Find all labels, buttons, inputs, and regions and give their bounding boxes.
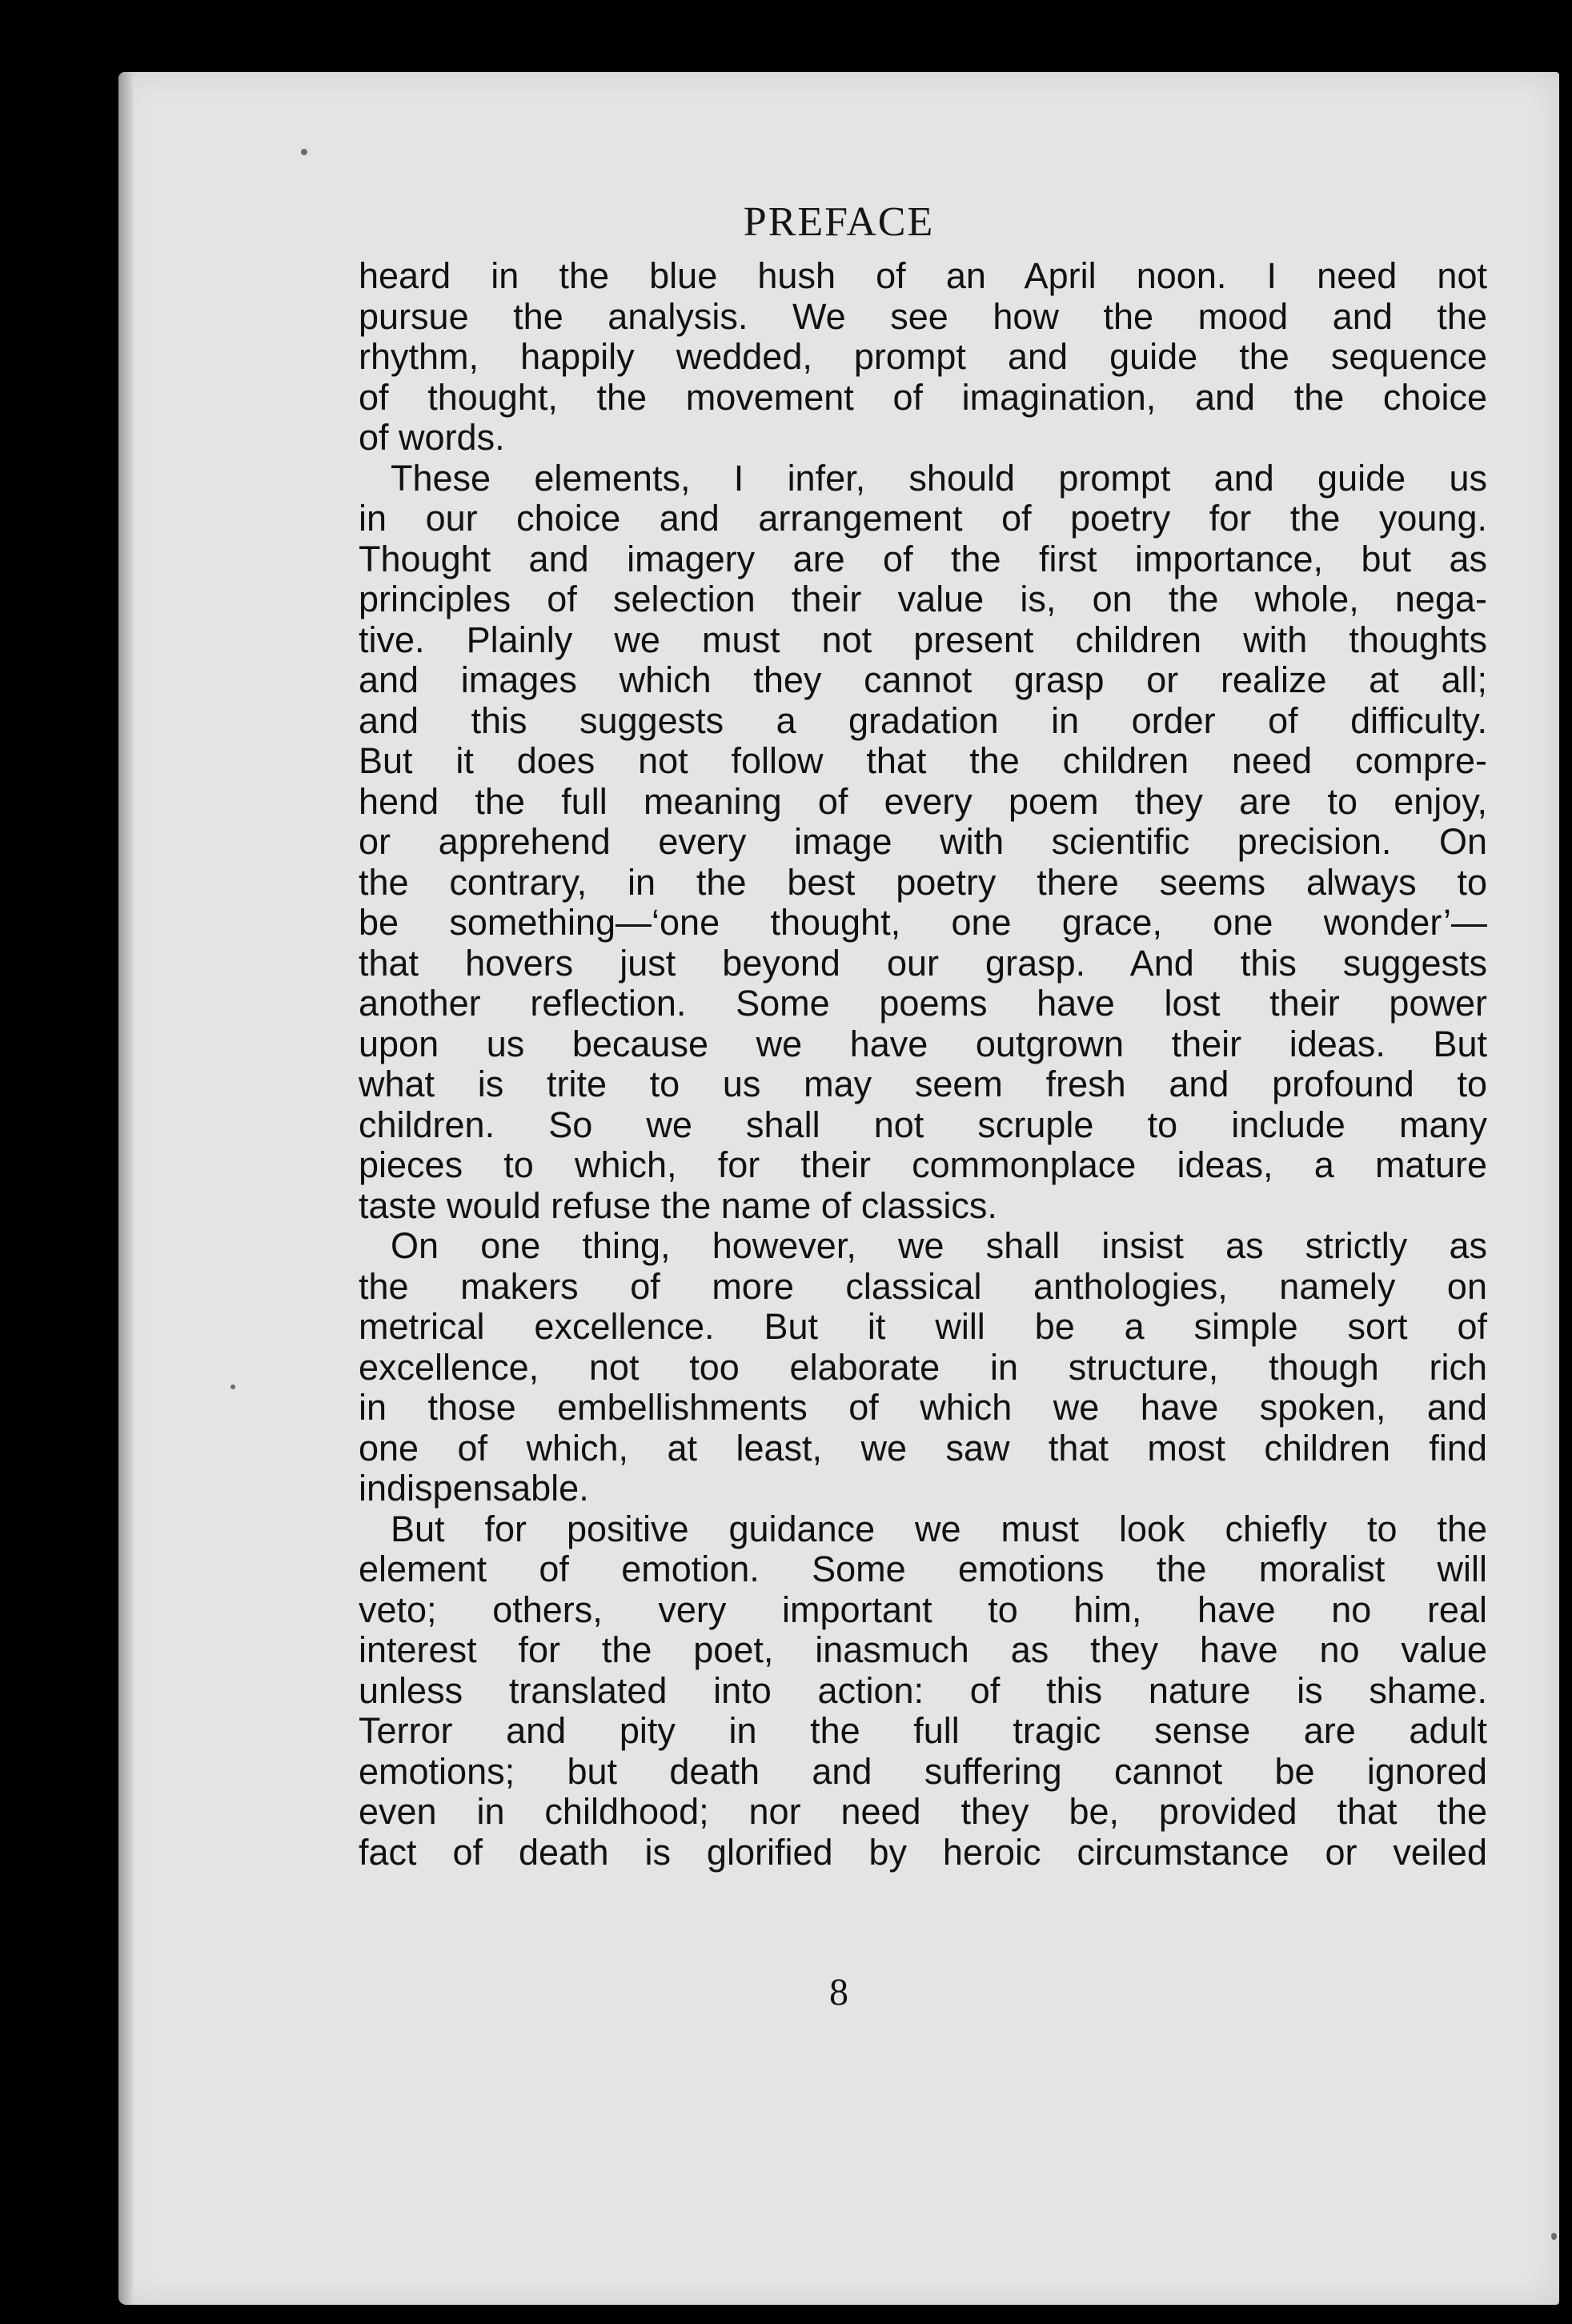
text-line: But for positive guidance we must look chiefly to the [391,1508,1487,1549]
text-line: tive. Plainly we must not present children with thoughts [359,619,1487,660]
text-line: that hovers just beyond our grasp. And this suggests [359,942,1487,984]
scan-speck [1551,2233,1557,2240]
text-line: in our choice and arrangement of poetry for the young. [359,498,1487,539]
text-line: These elements, I infer, should prompt and guide us [391,457,1487,499]
text-line: fact of death is glorified by heroic circumstance or veiled [359,1831,1487,1873]
text-line: interest for the poet, inasmuch as they have no value [359,1629,1487,1670]
text-line: what is trite to us may seem fresh and profound to [359,1064,1487,1104]
text-line: another reflection. Some poems have lost their power [359,983,1487,1024]
text-line: hend the full meaning of every poem they are to enjoy, [359,780,1487,822]
text-line: excellence, not too elaborate in structure, though rich [359,1346,1487,1388]
text-line: of words. [359,417,505,458]
scan-speck [301,149,307,155]
text-line: pieces to which, for their commonplace ideas, a mature [359,1144,1487,1185]
text-line: and images which they cannot grasp or realize at all; [359,659,1487,700]
text-line: On one thing, however, we shall insist as strictly as [391,1225,1487,1266]
text-line: or apprehend every image with scientific precision. On [359,821,1487,862]
page-number: 8 [829,1971,848,2013]
text-line: Thought and imagery are of the first importance, but as [359,538,1487,579]
text-line: element of emotion. Some emotions the moralist will [359,1549,1487,1589]
text-line: indispensable. [359,1468,589,1509]
running-head: PREFACE [743,199,935,245]
book-page [118,72,1559,2305]
paragraph [359,459,1487,1227]
text-line: one of which, at least, we saw that most children find [359,1427,1487,1469]
text-line: metrical excellence. But it will be a simple sort of [359,1306,1487,1347]
text-line: emotions; but death and suffering cannot be ignored [359,1750,1487,1792]
body-text [359,256,1487,1873]
text-line: upon us because we have outgrown their ideas. But [359,1023,1487,1064]
text-line: veto; others, very important to him, have no real [359,1589,1487,1630]
paragraph [359,1226,1487,1509]
text-line: taste would refuse the name of classics. [359,1184,997,1226]
text-line: of thought, the movement of imagination, and the choice [359,376,1487,418]
scan-speck [231,1384,235,1389]
text-line: the contrary, in the best poetry there seems always to [359,861,1487,903]
text-line: and this suggests a gradation in order of difficulty. [359,699,1487,741]
text-line: rhythm, happily wedded, prompt and guide the sequence [359,336,1487,377]
text-line: even in childhood; nor need they be, provided that the [359,1791,1487,1832]
text-line: children. So we shall not scruple to include many [359,1104,1487,1145]
text-line: Terror and pity in the full tragic sense are adult [359,1710,1487,1751]
text-line: heard in the blue hush of an April noon. I need not [359,255,1487,296]
text-line: pursue the analysis. We see how the mood and the [359,295,1487,337]
text-line: unless translated into action: of this nature is shame. [359,1669,1487,1711]
text-line: in those embellishments of which we have spoken, and [359,1387,1487,1428]
text-line: But it does not follow that the children need compre- [359,740,1487,781]
text-line: principles of selection their value is, on the whole, nega- [359,579,1487,619]
text-line: the makers of more classical anthologies, namely on [359,1265,1487,1307]
text-line: be something—‘one thought, one grace, one wonder’— [359,902,1487,943]
paragraph [359,1509,1487,1873]
paragraph [359,256,1487,459]
